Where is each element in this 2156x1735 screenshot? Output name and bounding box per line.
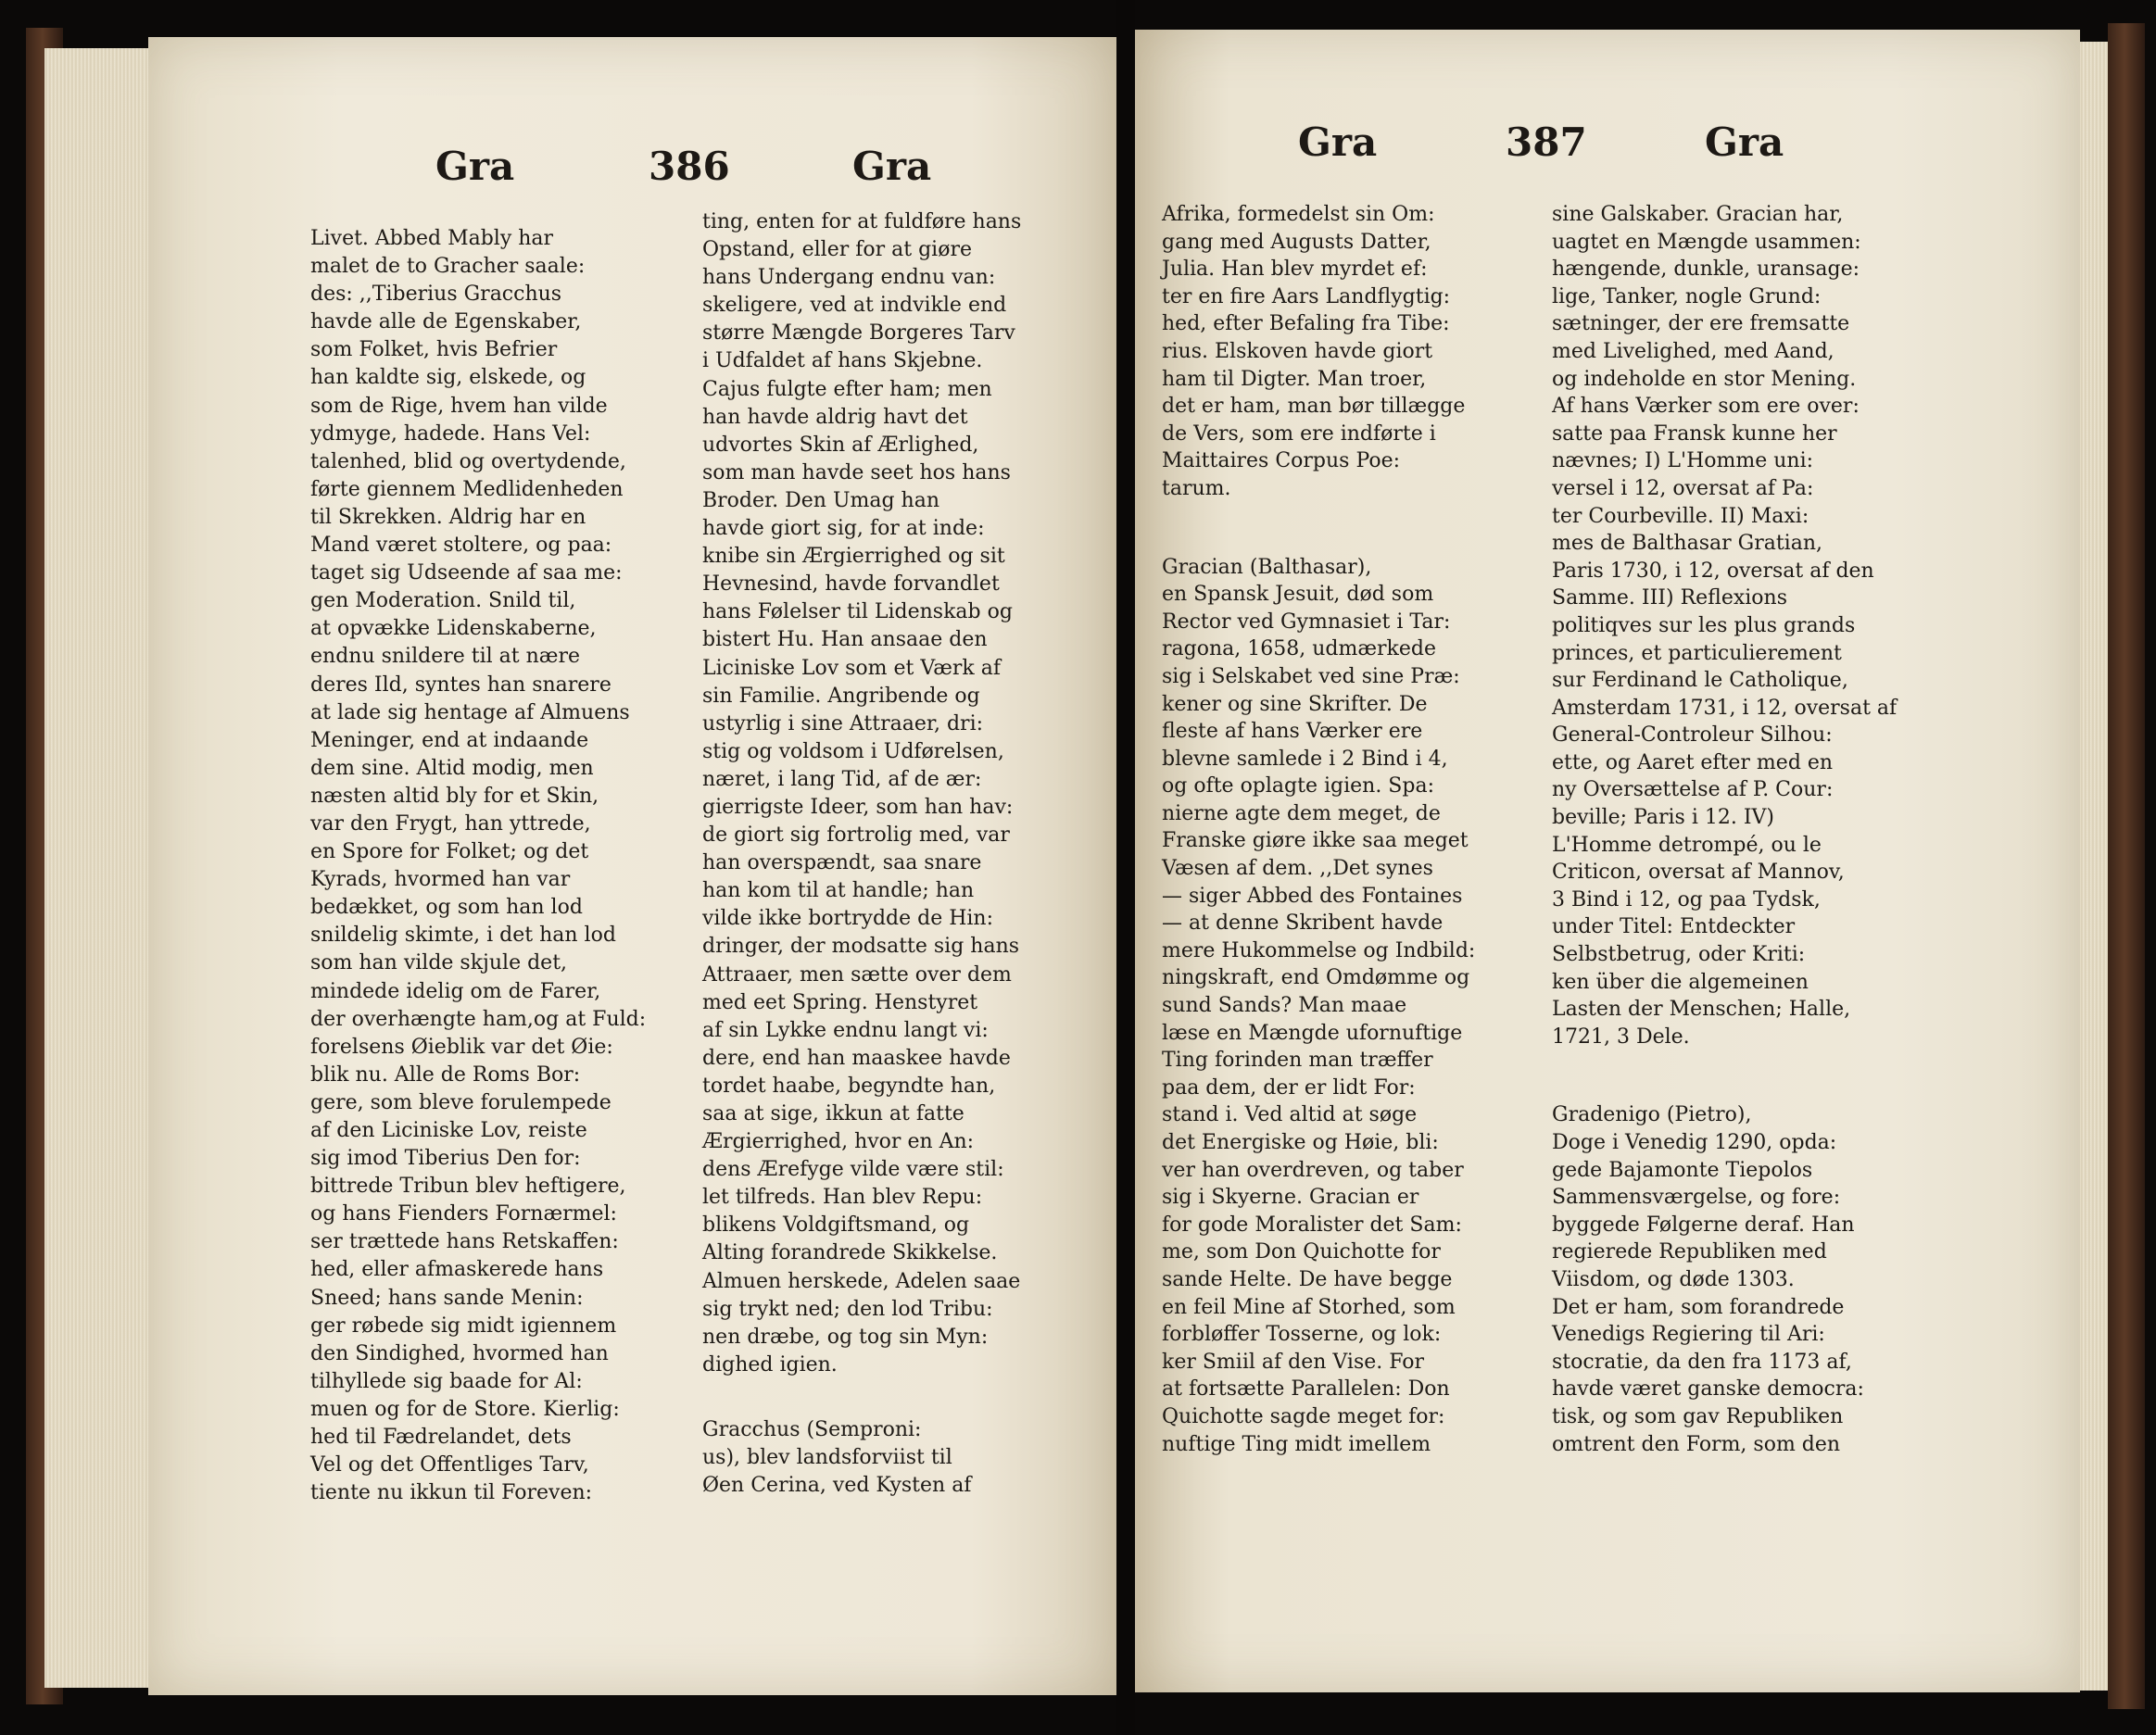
text-line: med Livelighed, med Aand, xyxy=(1552,339,1834,363)
entry-line: regierede Republiken med xyxy=(1552,1240,1827,1264)
text-line: hed til Fædrelandet, dets xyxy=(310,1426,572,1450)
entry-line: en feil Mine af Storhed, som xyxy=(1162,1295,1456,1319)
entry-line: nuftige Ting midt imellem xyxy=(1162,1432,1431,1456)
entry-line: for gode Moralister det Sam: xyxy=(1162,1213,1462,1237)
text-line: de Vers, som ere indførte i xyxy=(1162,421,1436,446)
right-page-number: 387 xyxy=(1506,119,1587,165)
text-line: mindede idelig om de Farer, xyxy=(310,979,601,1003)
entry-line: sig i Skyerne. Gracian er xyxy=(1162,1186,1419,1210)
text-line: politiqves sur les plus grands xyxy=(1552,613,1856,637)
entry-line: havde været ganske democra: xyxy=(1552,1377,1864,1402)
text-line: Sneed; hans sande Menin: xyxy=(310,1286,584,1310)
entry-line: tisk, og som gav Republiken xyxy=(1552,1404,1844,1428)
text-line: ter en fire Aars Landflygtig: xyxy=(1162,284,1451,308)
text-line: gierrigste Ideer, som han hav: xyxy=(702,795,1014,819)
text-line: bedækket, og som han lod xyxy=(310,896,583,920)
text-line: princes, et particulierement xyxy=(1552,641,1842,665)
text-line: nen dræbe, og tog sin Myn: xyxy=(702,1325,989,1349)
text-line: Mand været stoltere, og paa: xyxy=(310,534,612,558)
text-line: ham til Digter. Man troer, xyxy=(1162,367,1427,391)
text-line: snildelig skimte, i det han lod xyxy=(310,924,616,948)
text-line: næsten altid bly for et Skin, xyxy=(310,784,599,808)
entry-line: Doge i Venedig 1290, opda: xyxy=(1552,1131,1837,1154)
right-running-head-right: Gra xyxy=(1705,119,1784,165)
text-line: tarum. xyxy=(1162,476,1231,500)
entry-line: og ofte oplagte igien. Spa: xyxy=(1162,774,1434,798)
text-line: der overhængte ham,og at Fuld: xyxy=(310,1007,647,1031)
text-line: Af hans Værker som ere over: xyxy=(1552,395,1860,419)
text-line: de giort sig fortrolig med, var xyxy=(702,823,1010,848)
text-line: ken über die algemeinen xyxy=(1552,970,1809,994)
left-column-2 xyxy=(702,208,1091,1500)
entry-line: nierne agte dem meget, de xyxy=(1162,801,1441,825)
text-line: Hevnesind, havde forvandlet xyxy=(702,572,1000,597)
entry-line: — siger Abbed des Fontaines xyxy=(1162,884,1463,908)
entry-line: Sammensværgelse, og fore: xyxy=(1552,1186,1841,1210)
text-line: lige, Tanker, nogle Grund: xyxy=(1552,284,1822,308)
text-line: ny Oversættelse af P. Cour: xyxy=(1552,778,1834,802)
entry-line: Ting forinden man træffer xyxy=(1162,1049,1433,1073)
text-line: deres Ild, syntes han snarere xyxy=(310,673,611,697)
entry-line: ker Smiil af den Vise. For xyxy=(1162,1350,1425,1374)
text-line: hans Følelser til Lidenskab og xyxy=(702,600,1013,624)
text-line: sur Ferdinand le Catholique, xyxy=(1552,669,1848,693)
text-line: ger røbede sig midt igiennem xyxy=(310,1314,617,1338)
text-line: Alting forandrede Skikkelse. xyxy=(702,1241,998,1265)
text-line: ter Courbeville. II) Maxi: xyxy=(1552,504,1809,528)
text-line: let tilfreds. Han blev Repu: xyxy=(702,1186,983,1210)
text-line: skeligere, ved at indvikle end xyxy=(702,294,1007,318)
text-line: bistert Hu. Han ansaae den xyxy=(702,628,988,652)
text-line: uagtet en Mængde usammen: xyxy=(1552,230,1861,254)
text-line: ydmyge, hadede. Hans Vel: xyxy=(310,421,591,446)
entry-line: stocratie, da den fra 1173 af, xyxy=(1552,1350,1852,1374)
text-line: Samme. III) Reflexions xyxy=(1552,586,1787,610)
text-line: Maittaires Corpus Poe: xyxy=(1162,449,1401,473)
text-line: en Spore for Folket; og det xyxy=(310,840,589,864)
text-line: sætninger, der ere fremsatte xyxy=(1552,312,1850,336)
text-line: med eet Spring. Henstyret xyxy=(702,990,978,1014)
text-line: beville; Paris i 12. IV) xyxy=(1552,806,1775,830)
text-line: hed, efter Befaling fra Tibe: xyxy=(1162,312,1450,336)
entry-line: Gradenigo (Pietro), xyxy=(1552,1103,1752,1127)
text-line: dem sine. Altid modig, men xyxy=(310,756,594,780)
text-line: talenhed, blid og overtydende, xyxy=(310,449,626,473)
text-line: dighed igien. xyxy=(702,1352,838,1377)
entry-line: Venedigs Regiering til Ari: xyxy=(1552,1323,1825,1347)
entry-line: stand i. Ved altid at søge xyxy=(1162,1103,1418,1127)
text-line: i Udfaldet af hans Skjebne. xyxy=(702,349,983,373)
text-line: Broder. Den Umag han xyxy=(702,488,939,512)
left-running-head-right: Gra xyxy=(852,144,932,189)
right-running-head-left: Gra xyxy=(1298,119,1378,165)
text-line: dere, end han maaskee havde xyxy=(702,1046,1011,1070)
text-line: satte paa Fransk kunne her xyxy=(1552,421,1837,446)
text-line: som han vilde skjule det, xyxy=(310,951,568,975)
entry-line: Quichotte sagde meget for: xyxy=(1162,1404,1445,1428)
entry-line: Franske giøre ikke saa meget xyxy=(1162,829,1469,853)
left-page-number: 386 xyxy=(649,144,730,189)
text-line: ting, enten for at fuldføre hans xyxy=(702,210,1022,233)
text-line: Opstand, eller for at giøre xyxy=(702,238,972,262)
text-line: Attraaer, men sætte over dem xyxy=(702,962,1012,987)
left-column-1 xyxy=(310,225,649,1507)
entry-line: omtrent den Form, som den xyxy=(1552,1432,1841,1456)
entry-line: — at denne Skribent havde xyxy=(1162,912,1444,936)
text-line: 1721, 3 Dele. xyxy=(1552,1025,1690,1049)
entry-line: ragona, 1658, udmærkede xyxy=(1162,637,1436,661)
text-line: Criticon, oversat af Mannov, xyxy=(1552,861,1845,885)
left-running-head-left: Gra xyxy=(435,144,515,189)
text-line: mes de Balthasar Gratian, xyxy=(1552,532,1822,556)
text-line: blik nu. Alle de Roms Bor: xyxy=(310,1062,581,1087)
text-line: muen og for de Store. Kierlig: xyxy=(310,1397,620,1421)
entry-line: læse en Mængde ufornuftige xyxy=(1162,1021,1463,1045)
text-line: at opvække Lidenskaberne, xyxy=(310,617,597,641)
text-line: Afrika, formedelst sin Om: xyxy=(1162,203,1435,226)
text-line: til Skrekken. Aldrig har en xyxy=(310,505,586,529)
entry-line: at fortsætte Parallelen: Don xyxy=(1162,1377,1450,1402)
left-page xyxy=(148,37,1116,1695)
text-line: og indeholde en stor Mening. xyxy=(1552,367,1857,391)
text-line: den Sindighed, hvormed han xyxy=(310,1341,609,1365)
text-line: han havde aldrig havt det xyxy=(702,405,968,429)
text-line: næret, i lang Tid, af de ær: xyxy=(702,767,982,791)
text-line: knibe sin Ærgierrighed og sit xyxy=(702,545,1005,569)
entry-line: sig i Selskabet ved sine Præ: xyxy=(1162,664,1460,688)
text-line: Ærgierrighed, hvor en An: xyxy=(702,1130,975,1154)
entry-line: sande Helte. De have begge xyxy=(1162,1267,1453,1291)
left-page-edges xyxy=(44,48,156,1688)
entry-line: Gracian (Balthasar), xyxy=(1162,555,1372,579)
entry-line: Øen Cerina, ved Kysten af xyxy=(702,1474,972,1498)
text-line: hængende, dunkle, uransage: xyxy=(1552,258,1860,282)
text-line: havde alle de Egenskaber, xyxy=(310,310,582,334)
text-line: tilhyllede sig baade for Al: xyxy=(310,1369,583,1393)
text-line: at lade sig hentage af Almuens xyxy=(310,700,630,724)
right-page xyxy=(1135,30,2080,1692)
text-line: af den Liciniske Lov, reiste xyxy=(310,1119,587,1142)
text-line: Meninger, end at indaande xyxy=(310,728,589,752)
text-line: sine Galskaber. Gracian har, xyxy=(1552,203,1844,226)
text-line: Vel og det Offentliges Tarv, xyxy=(310,1453,589,1477)
text-line: rius. Elskoven havde giort xyxy=(1162,339,1433,363)
text-line: Lasten der Menschen; Halle, xyxy=(1552,998,1851,1022)
entry-line: mere Hukommelse og Indbild: xyxy=(1162,938,1476,962)
text-line: versel i 12, oversat af Pa: xyxy=(1552,476,1814,500)
text-line: sig trykt ned; den lod Tribu: xyxy=(702,1297,993,1321)
entry-line: forbløffer Tosserne, og lok: xyxy=(1162,1323,1442,1347)
right-cover xyxy=(2108,23,2145,1709)
text-line: Amsterdam 1731, i 12, oversat af xyxy=(1552,696,1898,720)
text-line: havde giort sig, for at inde: xyxy=(702,517,985,541)
entry-line: kener og sine Skrifter. De xyxy=(1162,692,1428,716)
text-line: taget sig Udseende af saa me: xyxy=(310,561,623,585)
text-line: dringer, der modsatte sig hans xyxy=(702,935,1020,959)
text-line: Cajus fulgte efter ham; men xyxy=(702,377,992,401)
text-line: bittrede Tribun blev heftigere, xyxy=(310,1175,626,1199)
text-line: af sin Lykke endnu langt vi: xyxy=(702,1018,989,1042)
text-line: og hans Fienders Fornærmel: xyxy=(310,1202,617,1226)
text-line: Julia. Han blev myrdet ef: xyxy=(1162,258,1428,282)
text-line: 3 Bind i 12, og paa Tydsk, xyxy=(1552,887,1821,912)
entry-line: Væsen af dem. ,,Det synes xyxy=(1162,857,1433,881)
text-line: gere, som bleve forulempede xyxy=(310,1090,611,1114)
text-line: tordet haabe, begyndte han, xyxy=(702,1074,996,1098)
text-line: førte giennem Medlidenheden xyxy=(310,477,624,501)
entry-line: gede Bajamonte Tiepolos xyxy=(1552,1158,1813,1182)
text-line: malet de to Gracher saale: xyxy=(310,255,586,279)
text-line: gen Moderation. Snild til, xyxy=(310,589,576,613)
text-line: han overspændt, saa snare xyxy=(702,851,982,875)
entry-line: Viisdom, og døde 1303. xyxy=(1552,1267,1795,1291)
text-line: L'Homme detrompé, ou le xyxy=(1552,833,1822,857)
gutter xyxy=(1116,0,1135,1735)
text-line: som Folket, hvis Befrier xyxy=(310,338,558,362)
text-line: sig imod Tiberius Den for: xyxy=(310,1147,581,1171)
text-line: forelsens Øieblik var det Øie: xyxy=(310,1035,613,1059)
text-line: blikens Voldgiftsmand, og xyxy=(702,1213,970,1238)
text-line: Liciniske Lov som et Værk af xyxy=(702,656,1002,680)
text-line: endnu snildere til at nære xyxy=(310,645,581,669)
text-line: dens Ærefyge vilde være stil: xyxy=(702,1158,1004,1182)
text-line: ette, og Aaret efter med en xyxy=(1552,750,1834,774)
entry-line: fleste af hans Værker ere xyxy=(1162,720,1423,744)
text-line: sin Familie. Angribende og xyxy=(702,684,980,708)
entry-line: paa dem, der er lidt For: xyxy=(1162,1075,1416,1100)
text-line: var den Frygt, han yttrede, xyxy=(310,811,591,836)
entry-line: ningskraft, end Omdømme og xyxy=(1162,966,1470,990)
text-line: Selbstbetrug, oder Kriti: xyxy=(1552,943,1806,967)
entry-line: en Spansk Jesuit, død som xyxy=(1162,583,1434,607)
text-line: Paris 1730, i 12, oversat af den xyxy=(1552,559,1874,583)
text-line: han kaldte sig, elskede, og xyxy=(310,366,586,390)
text-line: ser trættede hans Retskaffen: xyxy=(310,1230,619,1254)
entry-line: det Energiske og Høie, bli: xyxy=(1162,1131,1439,1154)
text-line: saa at sige, ikkun at fatte xyxy=(702,1102,965,1125)
text-line: Livet. Abbed Mably har xyxy=(310,227,554,250)
entry-line: blevne samlede i 2 Bind i 4, xyxy=(1162,747,1448,771)
entry-line: ver han overdreven, og taber xyxy=(1162,1158,1464,1182)
text-line: som de Rige, hvem han vilde xyxy=(310,394,608,418)
entry-line: Det er ham, som forandrede xyxy=(1552,1295,1845,1319)
text-line: hans Undergang endnu van: xyxy=(702,266,996,290)
entry-line: me, som Don Quichotte for xyxy=(1162,1240,1441,1264)
text-line: nævnes; I) L'Homme uni: xyxy=(1552,449,1814,473)
right-column-2 xyxy=(1552,201,1923,1458)
text-line: hed, eller afmaskerede hans xyxy=(310,1258,604,1282)
entry-line: us), blev landsforviist til xyxy=(702,1446,952,1470)
text-line: stig og voldsom i Udførelsen, xyxy=(702,739,1004,763)
text-line: det er ham, man bør tillægge xyxy=(1162,395,1466,419)
text-line: des: ,,Tiberius Gracchus xyxy=(310,283,562,307)
text-line: General-Controleur Silhou: xyxy=(1552,723,1833,748)
text-line: udvortes Skin af Ærlighed, xyxy=(702,433,979,457)
text-line: gang med Augusts Datter, xyxy=(1162,230,1431,254)
text-line: større Mængde Borgeres Tarv xyxy=(702,321,1015,346)
text-line: ustyrlig i sine Attraaer, dri: xyxy=(702,711,984,735)
entry-line: Rector ved Gymnasiet i Tar: xyxy=(1162,610,1451,634)
text-line: tiente nu ikkun til Foreven: xyxy=(310,1481,593,1505)
text-line: som man havde seet hos hans xyxy=(702,460,1011,484)
text-line: vilde ikke bortrydde de Hin: xyxy=(702,907,994,931)
text-line: Almuen herskede, Adelen saae xyxy=(702,1269,1021,1293)
text-line: han kom til at handle; han xyxy=(702,879,975,903)
entry-line: sund Sands? Man maae xyxy=(1162,994,1407,1018)
entry-line: byggede Følgerne deraf. Han xyxy=(1552,1213,1855,1237)
text-line: Kyrads, hvormed han var xyxy=(310,868,571,892)
right-column-1 xyxy=(1162,201,1532,1458)
entry-line: Gracchus (Semproni: xyxy=(702,1417,922,1441)
text-line: under Titel: Entdeckter xyxy=(1552,915,1796,939)
